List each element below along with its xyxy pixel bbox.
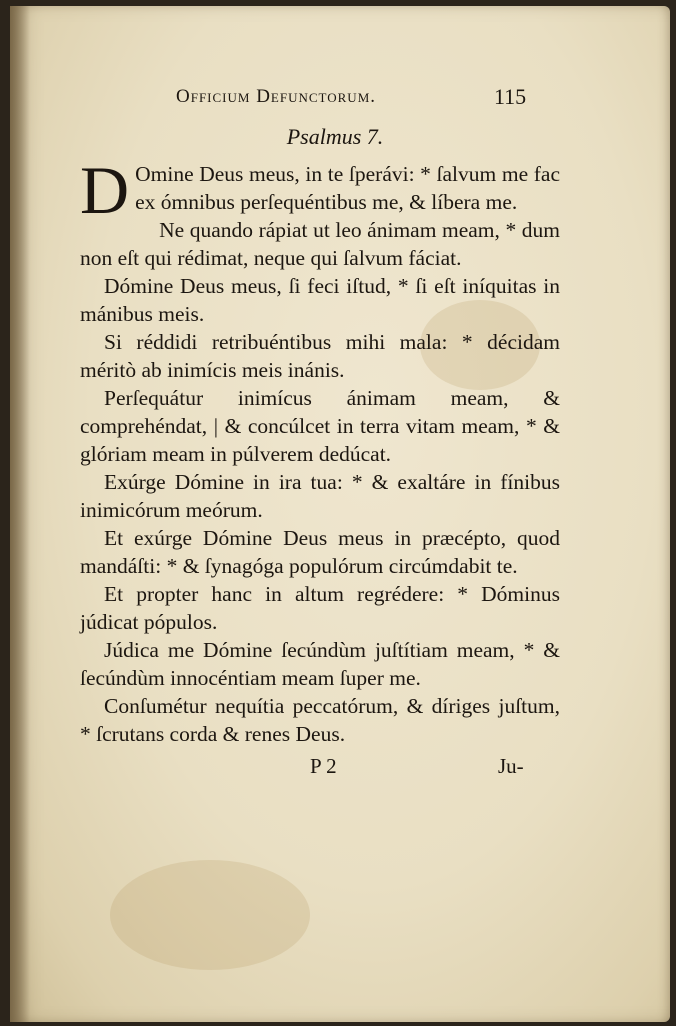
page-footer [80, 750, 560, 784]
verse-paragraph: Si réddidi retribuéntibus mihi mala: * décidam méritò ab inimícis meis inánis. [80, 330, 560, 382]
verse-paragraph: Conſumétur nequítia peccatórum, & díriges juſtum, * ſcrutans corda & renes Deus. [80, 694, 560, 746]
catchword: Ju- [498, 754, 524, 778]
text-block [80, 80, 560, 784]
signature-mark: P 2 [310, 754, 337, 778]
verse-paragraph: Ne quando rápiat ut leo ánimam meam, * dum non eſt qui rédimat, neque qui ſalvum fáciat. [80, 218, 560, 270]
verse-paragraph: Dómine Deus meus, ſi feci iſtud, * ſi eſt iníquitas in mánibus meis. [80, 274, 560, 326]
verse-paragraph: Júdica me Dómine ſecúndùm juſtítiam meam, * & ſecúndùm innocéntiam meam ſuper me. [80, 638, 560, 690]
page-number: 115 [494, 84, 527, 109]
drop-cap: D [80, 152, 130, 228]
page-header [80, 80, 560, 120]
running-head: Officium Defunctorum. [176, 86, 377, 107]
first-paragraph [80, 152, 560, 228]
verse-paragraph: Et propter hanc in altum regrédere: * Dóminus júdicat pópulos. [80, 582, 560, 634]
verse-paragraph: Exúrge Dómine in ira tua: * & exaltáre in fínibus inimicórum meórum. [80, 470, 560, 522]
gutter-shadow [10, 6, 30, 1022]
verse-paragraph: Et exúrge Dómine Deus meus in præcépto, quod mandáſti: * & ſynagóga populórum circúmdabit te. [80, 526, 560, 578]
psalm-title: Psalmus 7. [286, 124, 384, 149]
foxing-stain [110, 860, 310, 970]
first-paragraph-text: Omine Deus meus, in te ſperávi: * ſalvum me fac ex ómnibus perſequéntibus me, & líbera me. [135, 162, 560, 214]
verse-paragraph: Perſequátur inimícus ánimam meam, & comprehéndat, | & concúlcet in terra vitam meam, * & glóriam meam in púlverem dedúcat. [80, 386, 560, 466]
